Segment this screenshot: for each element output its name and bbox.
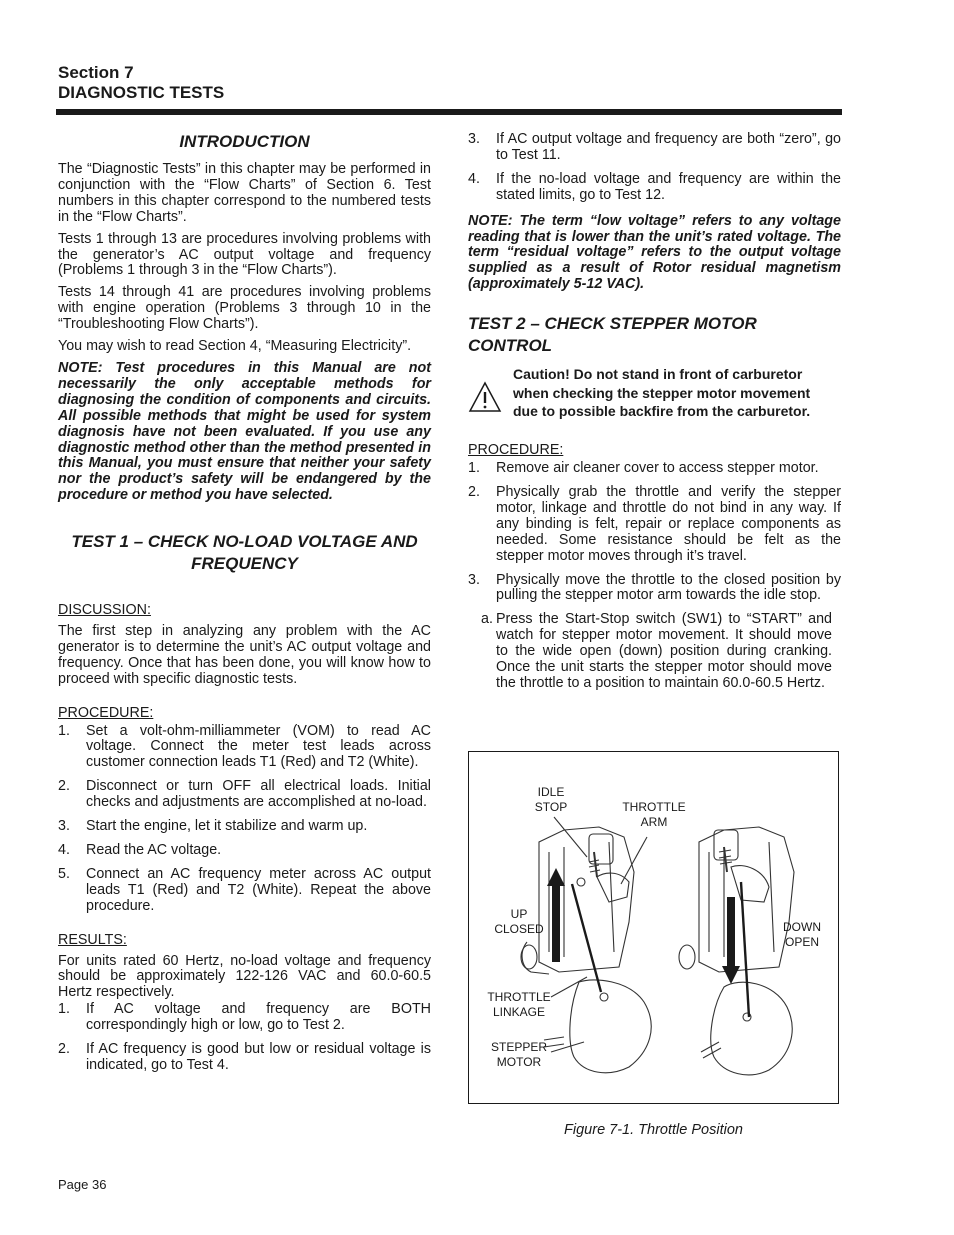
test2-heading: TEST 2 – CHECK STEPPER MOTOR CONTROL [468,314,757,356]
label-throttle-arm: THROTTLE ARM [622,800,686,829]
label-idle-stop: IDLE STOP [534,785,568,814]
test1-procedure-list [58,724,431,915]
intro-paragraph-1: The “Diagnostic Tests” in this chapter may be performed in conjunction with the “Flow Charts” of Section 6. Test numbers in this chapter correspond to the numbered tests in the “Flow Charts”. [58,161,431,225]
caution-block [468,366,841,433]
list-item: 4. If the no-load voltage and frequency are within the stated limits, go to Test 12. [468,170,841,203]
test1-heading: TEST 1 – CHECK NO-LOAD VOLTAGE AND FREQUENCY [71,532,418,574]
discussion-label: DISCUSSION: [58,602,151,619]
test1-results-continued [468,132,841,204]
test2-procedure-list [468,461,841,604]
list-item: 2. Physically grab the throttle and verify the stepper motor, linkage and throttle do not bind in any way. If any binding is felt, repair or replace components as needed. Some resistance should be felt as the stepper motor moves through it’s travel. [468,483,841,564]
list-item: 1. Set a volt-ohm-milliammeter (VOM) to read AC voltage. Connect the meter test leads across customer connection leads T1 (Red) and T2 (White). [58,722,431,771]
intro-heading: INTRODUCTION [179,132,310,151]
left-column [58,131,431,1082]
list-item: 1. If AC voltage and frequency are BOTH correspondingly high or low, go to Test 2. [58,1001,431,1034]
test1-results-list [58,1002,431,1074]
section-title: DIAGNOSTIC TESTS [58,83,225,102]
list-item: 2. If AC frequency is good but low or residual voltage is indicated, go to Test 4. [58,1041,431,1073]
results-label: RESULTS: [58,931,127,948]
figure-caption: Figure 7-1. Throttle Position [564,1122,743,1138]
list-item: 1. Remove air cleaner cover to access stepper motor. [468,460,819,477]
right-column [468,132,841,692]
label-throttle-linkage: THROTTLE LINKAGE [487,990,551,1019]
voltage-note: NOTE: The term “low voltage” refers to any voltage reading that is lower than the unit’s rated voltage. The term “residual voltage” refers to the output voltage supplied as a result of Rotor residual magnetism (approximately 5-12 VAC). [468,212,841,293]
intro-paragraph-2: Tests 1 through 13 are procedures involving problems with the generator’s AC output voltage and frequency (Problems 1 through 3 in the “Flow Charts”). [58,230,431,279]
label-stepper-motor: STEPPER MOTOR [490,1040,547,1069]
discussion-paragraph: The first step in analyzing any problem with the AC generator is to determine the unit’s AC output voltage and frequency. Once that has been done, you will know how to proceed with specific diagnostic tests. [58,623,431,687]
list-item: 2. Disconnect or turn OFF all electrical loads. Initial checks and adjustments are accomplished at no-load. [58,778,431,811]
intro-paragraph-4: You may wish to read Section 4, “Measuring Electricity”. [58,338,412,355]
list-item: 3. If AC output voltage and frequency are both “zero”, go to Test 11. [468,131,841,163]
section-number: Section 7 [58,63,134,82]
header-rule [56,109,842,115]
test2-procedure-label: PROCEDURE: [468,442,564,459]
section-header [58,63,224,103]
figure-throttle-position [468,751,839,1104]
list-item: 5. Connect an AC frequency meter across AC output leads T1 (Red) and T2 (White). Repeat the above procedure. [58,865,431,914]
list-item: 3. Start the engine, let it stabilize and warm up. [58,818,368,835]
page-number: Page 36 [58,1177,107,1192]
warning-triangle-icon [468,381,502,413]
results-paragraph: For units rated 60 Hertz, no-load voltage and frequency should be approximately 122-126 VAC and 60.0-60.5 Hertz respectively. [58,952,431,1001]
intro-paragraph-3: Tests 14 through 41 are procedures involving problems with engine operation (Problems 3 through 10 in the “Troubleshooting Flow Charts”). [58,284,431,333]
intro-note: NOTE: Test procedures in this Manual are not necessarily the only acceptable methods for diagnosing the condition of components and circuits. All possible methods that might be used for system diagnosis have not been evaluated. If you use any diagnostic method other than the method presented in this Manual, you must ensure that neither your safety nor the product’s safety will be endangered by the procedure or method you have selected. [58,359,431,504]
caution-text: Caution! Do not stand in front of carburetor when checking the stepper motor movement due to possible backfire from the carburetor. [513,366,811,420]
label-up-closed: UP CLOSED [494,907,544,936]
sub-step: a. Press the Start-Stop switch (SW1) to “START” and watch for stepper motor movement. It should move to the wide open (down) position during cranking. Once the unit starts the stepper motor should move the throttle to a position to maintain 60.0-60.5 Hertz. [481,611,832,691]
label-down-open: DOWN OPEN [783,920,821,949]
list-item: 3. Physically move the throttle to the closed position by pulling the stepper motor arm towards the idle stop. [468,571,841,604]
list-item: 4. Read the AC voltage. [58,842,222,858]
procedure-label: PROCEDURE: [58,704,154,721]
